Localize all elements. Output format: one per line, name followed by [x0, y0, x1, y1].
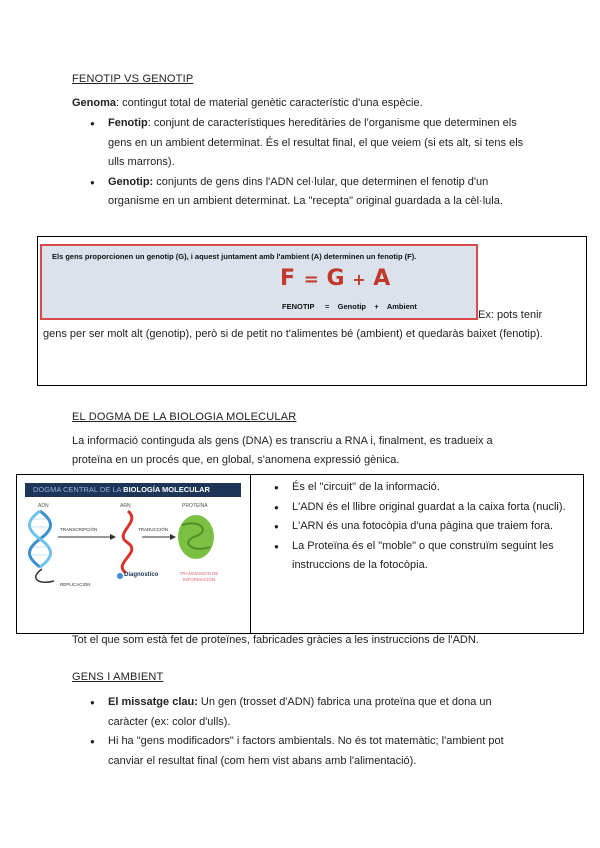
list-item-missatge: [108, 693, 588, 732]
dogma-bullet-4-line2: instruccions de la fotocòpia.: [292, 559, 428, 571]
word-equals: =: [324, 302, 330, 311]
label-traduccion: TRADUCCIÓN: [138, 527, 168, 532]
dogma-footer: Tot el que som està fet de proteïnes, fabricades gràcies a les instruccions de l'ADN.: [72, 634, 479, 646]
formula-words: [282, 302, 417, 311]
diagram-title-a: DOGMA CENTRAL DE LA: [33, 485, 124, 494]
formula-image: [40, 244, 478, 320]
label-transcripcion: TRANSCRIPCIÓN: [60, 527, 98, 532]
label-arn: ARN: [120, 503, 131, 509]
word-ambient: Ambient: [386, 302, 417, 311]
example-text-line2: gens per ser molt alt (genotip), però si de petit no t'alimentes bé (ambient) et quedaràs baixet (fenotip).: [43, 328, 543, 340]
genoma-definition: : contingut total de material genètic característic d'una espècie.: [116, 97, 423, 109]
dna-helix-icon: [30, 511, 51, 567]
dogma-bullet-2: L'ADN és el llibre original guardat a la caixa forta (nucli).: [292, 500, 566, 513]
list-item-fenotip: [108, 114, 588, 173]
dogma-table-divider: [250, 474, 251, 633]
missatge-term: El missatge clau:: [108, 696, 198, 708]
formula-plus: +: [352, 270, 366, 289]
section-heading-dogma: EL DOGMA DE LA BIOLOGIA MOLECULAR: [72, 411, 297, 423]
label-replicacion: REPLICACIÓN: [60, 582, 91, 587]
missatge-text-line2: caràcter (ex: color d'ulls).: [108, 715, 231, 728]
formula-letters: [280, 266, 390, 291]
label-proteina: PROTEÍNA: [182, 503, 208, 509]
genotip-term: Genotip:: [108, 175, 154, 188]
genoma-term: Genoma: [72, 97, 117, 109]
section-heading-fenotip: FENOTIP VS GENOTIP: [72, 73, 194, 85]
modificadors-text-line2: canviar el resultat final (com hem vist abans amb l'alimentació).: [108, 754, 417, 767]
label-adn: ADN: [38, 503, 49, 509]
formula-equals: =: [303, 269, 319, 290]
protein-icon: [178, 515, 214, 559]
letter-a: A: [373, 266, 391, 291]
diagram-logo-text: Diagnostico: [124, 572, 159, 578]
section-heading-gens: GENS I AMBIENT: [72, 671, 164, 683]
fenotip-text-line1: : conjunt de característiques hereditàries de l'organisme que determinen els: [147, 117, 517, 129]
list-item-genotip: [108, 173, 588, 212]
letter-f: F: [280, 266, 297, 291]
list-item: [292, 478, 580, 498]
example-text-line1: Ex: pots tenir: [478, 309, 543, 321]
gens-ambient-list: [108, 693, 588, 771]
missatge-text-line1: Un gen (trosset d'ADN) fabrica una proteïna que et dona un: [197, 696, 492, 708]
fenotip-text-line2: gens en un ambient determinat. És el resultat final, el que veiem (si ets alt, si tens els: [108, 136, 524, 149]
fenotip-genotip-list: [108, 114, 588, 212]
letter-g: G: [326, 266, 345, 291]
dogma-bullet-1: És el "circuit" de la informació.: [292, 481, 440, 493]
dogma-text-line1: La informació continguda als gens (DNA) es transcriu a RNA i, finalment, es tradueix a: [72, 435, 493, 447]
fenotip-text-line3: ulls marrons).: [108, 156, 175, 168]
word-plus: +: [374, 302, 379, 311]
genotip-text-line1: conjunts de gens dins l'ADN cel·lular, que determinen el fenotip d'un: [153, 175, 489, 188]
fenotip-term: Fenotip: [108, 117, 148, 129]
genotip-text-line2: organisme en un ambient determinat. La "recepta" original guardada a la cèl·lula.: [108, 195, 503, 207]
modificadors-text-line1: Hi ha "gens modificadors" i factors ambientals. No és tot matemàtic; l'ambient pot: [108, 735, 504, 747]
list-item: [292, 498, 580, 518]
dogma-text-line2: proteïna en un procés que, en global, s'anomena expressió gènica.: [72, 454, 400, 466]
dogma-diagram: [24, 481, 246, 593]
genoma-paragraph: [72, 94, 582, 113]
rna-strand-icon: [122, 511, 132, 573]
dogma-paragraph: [72, 432, 582, 470]
word-genotip: Genotip: [337, 302, 367, 311]
diagram-title-b: BIOLOGÍA MOLECULAR: [123, 485, 210, 494]
dogma-bullet-4-line1: La Proteïna és el "moble" o que construïm seguint les: [292, 539, 554, 552]
dogma-bullet-3: L'ARN és una fotocòpia d'una pàgina que traiem fora.: [292, 520, 554, 532]
list-item: [292, 537, 580, 576]
formula-caption: Els gens proporcionen un genotip (G), i aquest juntament amb l'ambient (A) determinen un fenotip (F).: [52, 252, 417, 261]
list-item: [292, 517, 580, 537]
replication-loop-icon: [36, 569, 54, 582]
label-info: TRANSMISIÓN DE INFORMACIÓN: [179, 571, 219, 582]
dogma-bullet-list: [292, 478, 580, 576]
word-fenotip: FENOTIP: [282, 302, 315, 311]
list-item-modificadors: [108, 732, 588, 771]
logo-icon: [117, 573, 123, 579]
